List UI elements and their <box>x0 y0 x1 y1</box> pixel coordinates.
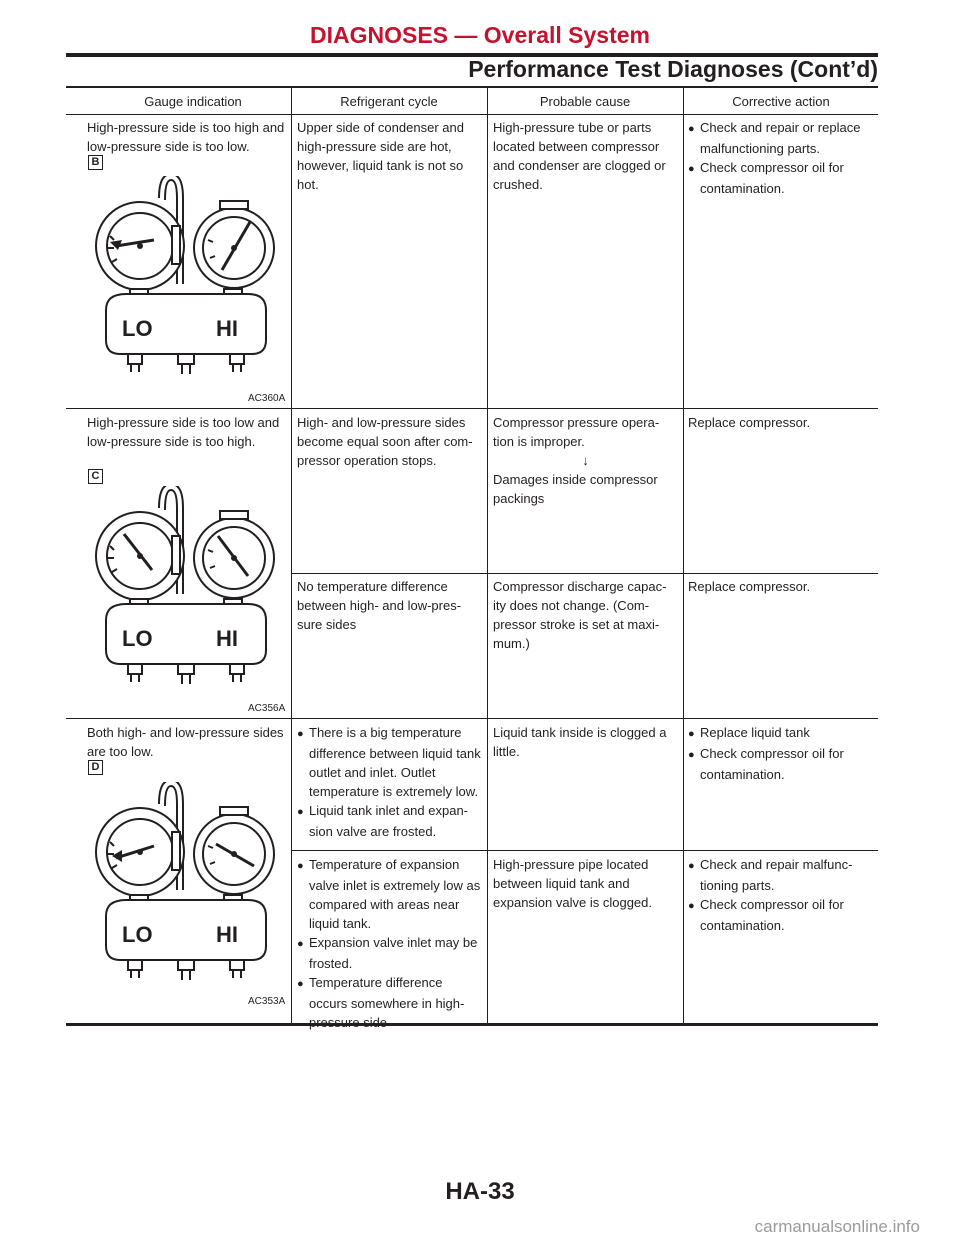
low-side-label: LO <box>122 316 153 341</box>
bullet-item: ● Temperature of expansion valve inlet is extremely low as compared with areas near liquid tank. <box>297 857 481 931</box>
column-divider <box>487 88 488 1024</box>
refrigerant-cycle-cell: Upper side of condenser and high-pressure side are hot, however, liquid tank is not so hot. <box>297 120 464 192</box>
col-header-cause: Probable cause <box>539 94 631 109</box>
figure-marker: D <box>88 760 103 775</box>
row-divider <box>291 850 878 851</box>
refrigerant-cycle-cell <box>297 855 482 1032</box>
group-divider <box>66 408 878 409</box>
high-side-label: HI <box>216 626 238 651</box>
group-divider <box>66 718 878 719</box>
gauge-manifold-figure <box>92 782 280 990</box>
col-header-action: Corrective action <box>732 94 830 109</box>
down-arrow: ↓ <box>582 453 589 468</box>
table-top-rule <box>66 86 878 88</box>
low-side-label: LO <box>122 922 153 947</box>
bullet-item: ● Check compressor oil for contamination. <box>688 746 844 782</box>
header-divider <box>66 114 878 115</box>
bullet-item: ● Temperature difference occurs somewhere in high- pressure side <box>297 975 465 1030</box>
gauge-indication-text: High-pressure side is too high and low-pressure side is too low. <box>87 120 285 154</box>
bullet-item: ● Replace liquid tank <box>688 725 810 740</box>
probable-cause-cell: High-pressure pipe located between liquid tank and expansion valve is clogged. <box>493 857 652 910</box>
figure-marker: B <box>88 155 103 170</box>
bullet-item: ● There is a big temperature difference between liquid tank outlet and inlet. Outlet temperature is extremely low. <box>297 725 481 799</box>
page-subtitle: Performance Test Diagnoses (Cont’d) <box>468 56 878 82</box>
watermark: carmanualsonline.info <box>754 1217 920 1236</box>
figure-code: AC356A <box>248 703 286 714</box>
probable-cause-cell: High-pressure tube or parts located between compressor and condenser are clogged or crushed. <box>493 120 666 192</box>
high-side-label: HI <box>216 316 238 341</box>
col-header-gauge: Gauge indication <box>144 94 242 109</box>
corrective-action-cell <box>688 855 874 935</box>
gauge-indication-text: Both high- and low-pressure sides are too low. <box>87 725 284 759</box>
gauge-indication-text: High-pressure side is too low and low-pressure side is too high. <box>87 415 280 449</box>
corrective-action-cell <box>688 118 874 198</box>
probable-cause-cell: Compressor discharge capac- ity does not change. (Com- pressor stroke is set at maxi- mum.) <box>493 579 667 651</box>
bullet-item: ● Check and repair or replace malfunctioning parts. <box>688 120 861 156</box>
bullet-item: ● Check and repair malfunc- tioning parts. <box>688 857 853 893</box>
figure-marker: C <box>88 469 103 484</box>
corrective-action-cell <box>688 723 874 784</box>
figure-code: AC353A <box>248 996 286 1007</box>
corrective-action-cell: Replace compressor. <box>688 579 811 594</box>
refrigerant-cycle-cell <box>297 723 482 841</box>
high-side-label: HI <box>216 922 238 947</box>
column-divider <box>683 88 684 1024</box>
bullet-item: ● Check compressor oil for contamination. <box>688 160 844 196</box>
bullet-item: ● Expansion valve inlet may be frosted. <box>297 935 478 971</box>
corrective-action-cell: Replace compressor. <box>688 415 811 430</box>
refrigerant-cycle-cell: No temperature difference between high- and low-pres- sure sides <box>297 579 462 632</box>
gauge-manifold-figure <box>92 486 280 694</box>
bullet-item: ● Check compressor oil for contamination. <box>688 897 844 933</box>
low-side-label: LO <box>122 626 153 651</box>
probable-cause-cell: Liquid tank inside is clogged a little. <box>493 725 667 759</box>
column-divider <box>291 88 292 1024</box>
refrigerant-cycle-cell: High- and low-pressure sides become equal soon after com- pressor operation stops. <box>297 415 473 468</box>
row-divider <box>291 573 878 574</box>
bullet-item: ● Liquid tank inlet and expan- sion valve are frosted. <box>297 803 469 839</box>
col-header-cycle: Refrigerant cycle <box>340 94 438 109</box>
section-title: DIAGNOSES — Overall System <box>309 22 650 48</box>
figure-code: AC360A <box>248 393 286 404</box>
gauge-manifold-figure <box>92 176 280 384</box>
page-number: HA-33 <box>445 1178 515 1205</box>
probable-cause-cell: Compressor pressure opera- tion is improper. ↓ Damages inside compressor packings <box>493 413 678 508</box>
